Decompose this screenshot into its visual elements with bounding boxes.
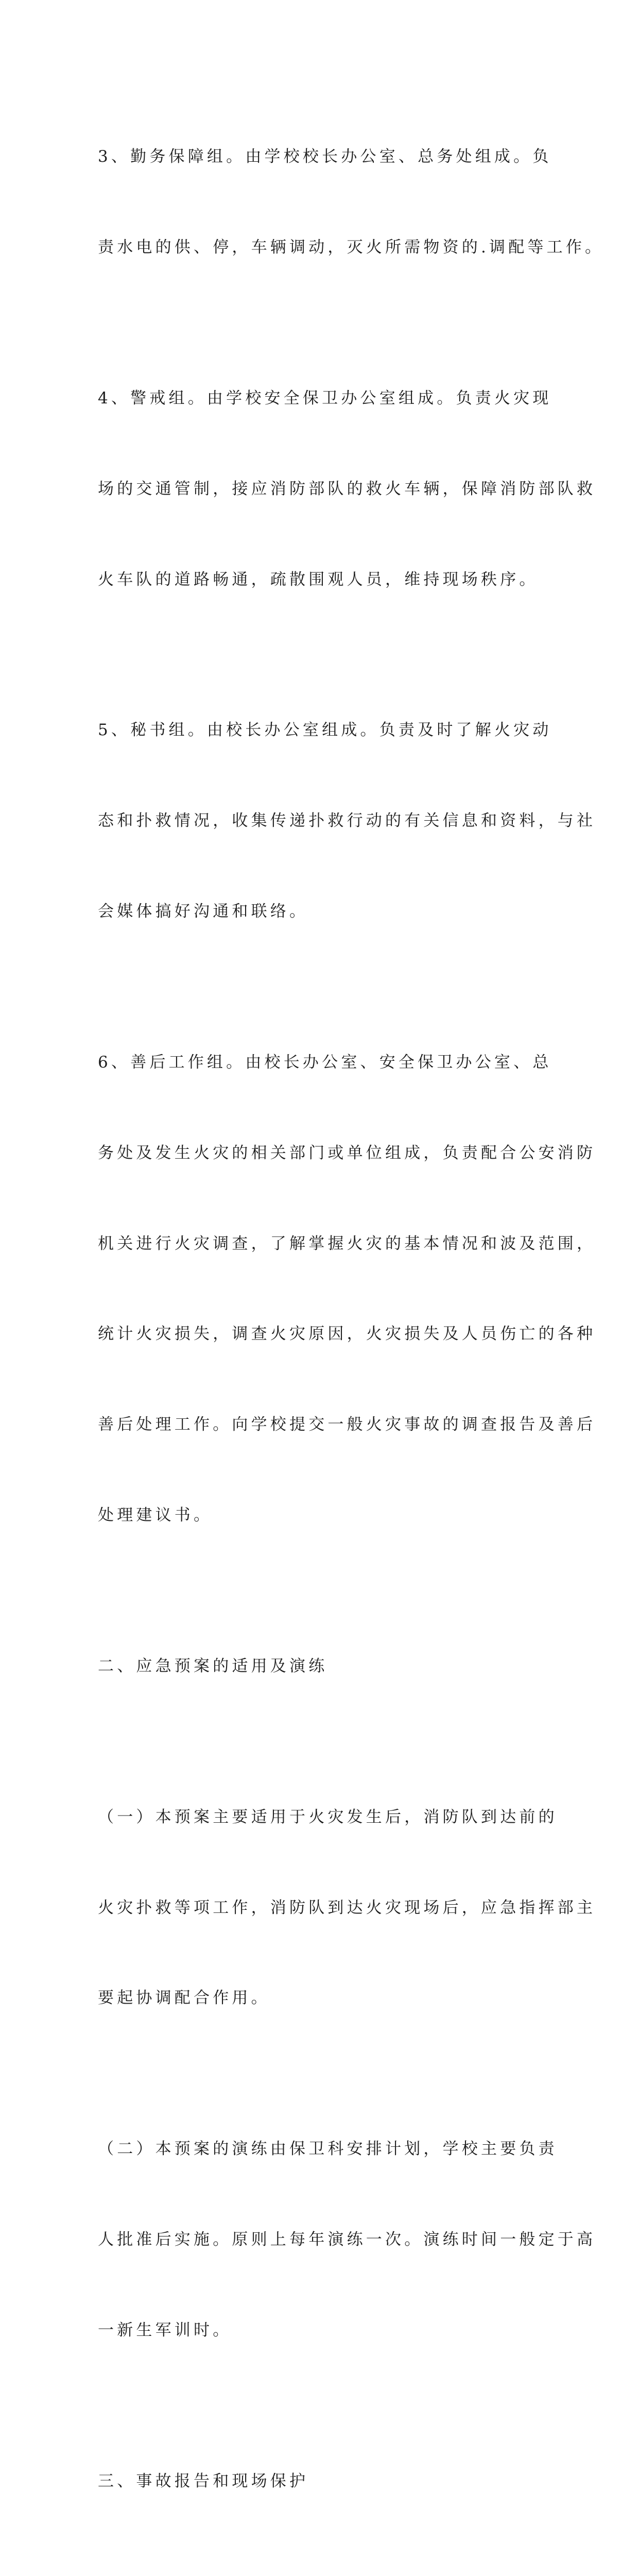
text-line: 4、警戒组。由学校安全保卫办公室组成。负责火灾现: [98, 388, 552, 408]
text-line: 火灾扑救等项工作，消防队到达火灾现场后，应急指挥部主: [98, 1898, 596, 1917]
text-line: 人批准后实施。原则上每年演练一次。演练时间一般定于高: [98, 2230, 596, 2249]
text-line: （一）本预案主要适用于火灾发生后，消防队到达前的: [98, 1807, 558, 1826]
text-line: （二）本预案的演练由保卫科安排计划，学校主要负责: [98, 2140, 558, 2159]
paragraph-guard-group: [98, 323, 596, 655]
text-line: 机关进行火灾调查，了解掌握火灾的基本情况和波及范围，: [98, 1234, 596, 1253]
text-line: 6、善后工作组。由校长办公室、安全保卫办公室、总: [98, 1053, 552, 1072]
text-line: 处理建议书。: [98, 1505, 213, 1524]
text-line: 三、事故报告和现场保护: [98, 2471, 309, 2490]
paragraph-plan-scope: [98, 1742, 596, 2074]
text-line: 要起协调配合作用。: [98, 1989, 270, 2008]
section-heading-plan-application: [98, 1591, 541, 1742]
text-line: 统计火灾损失，调查火灾原因，火灾损失及人员伤亡的各种: [98, 1325, 596, 1344]
text-line: 5、秘书组。由校长办公室组成。负责及时了解火灾动: [98, 721, 552, 740]
text-line: 态和扑救情况，收集传递扑救行动的有关信息和资料，与社: [98, 811, 596, 831]
paragraph-logistics-group: [98, 81, 605, 323]
text-line: 责水电的供、停，车辆调动，灭火所需物资的.调配等工作。: [98, 238, 605, 257]
text-line: 二、应急预案的适用及演练: [98, 1656, 328, 1675]
paragraph-aftermath-group: [98, 987, 596, 1591]
text-line: 善后处理工作。向学校提交一般火灾事故的调查报告及善后: [98, 1415, 596, 1434]
subsection-heading-accident-report: [98, 2557, 541, 2576]
paragraph-secretary-group: [98, 655, 596, 987]
section-heading-accident-report: [98, 2406, 541, 2557]
text-line: 务处及发生火灾的相关部门或单位组成，负责配合公安消防: [98, 1143, 596, 1162]
text-line: 一新生军训时。: [98, 2320, 232, 2340]
text-line: 会媒体搞好沟通和联络。: [98, 902, 309, 921]
document-body: [98, 81, 605, 2576]
text-line: 火车队的道路畅通，疏散围观人员，维持现场秩序。: [98, 570, 539, 589]
text-line: 3、勤务保障组。由学校校长办公室、总务处组成。负: [98, 147, 552, 166]
text-line: 场的交通管制，接应消防部队的救火车辆，保障消防部队救: [98, 479, 596, 498]
paragraph-plan-drill: [98, 2074, 596, 2406]
